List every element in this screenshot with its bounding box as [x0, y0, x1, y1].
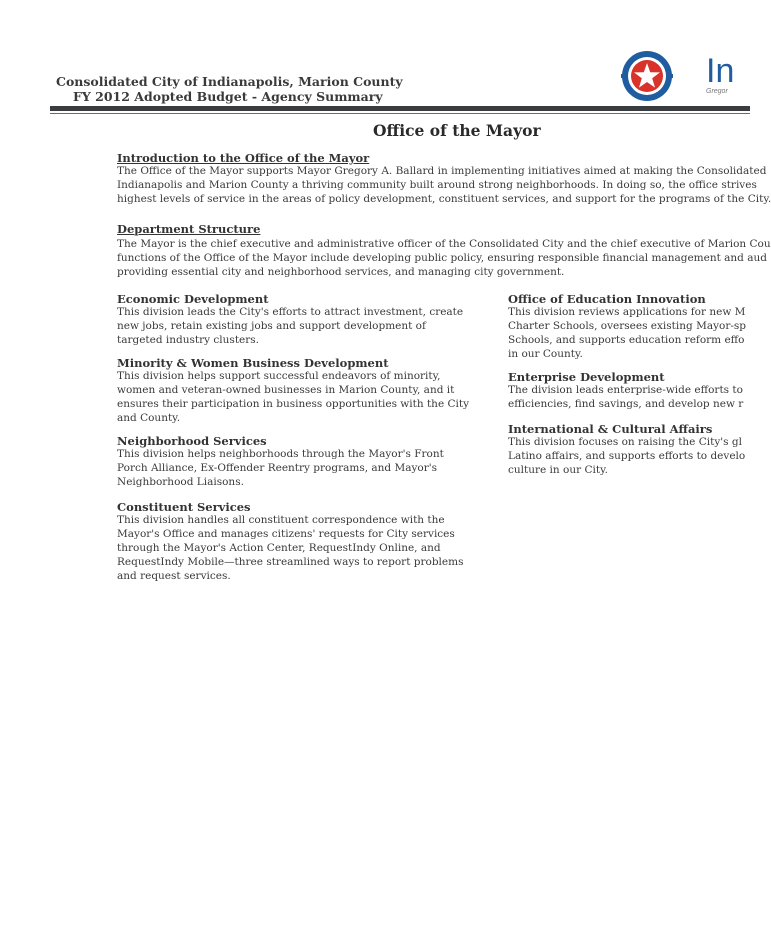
structure-line: The Mayor is the chief executive and administrative officer of the Consolidated City and the chief executive of Marion Cou: [117, 238, 771, 250]
economic-development-heading: Economic Development: [117, 292, 269, 306]
page-title: Office of the Mayor: [373, 121, 541, 140]
education-innovation-heading: Office of Education Innovation: [508, 292, 706, 306]
international-cultural-affairs-line: This division focuses on raising the City's gl: [508, 436, 742, 448]
education-innovation-line: in our County.: [508, 348, 583, 360]
constituent-services-heading: Constituent Services: [117, 500, 251, 514]
enterprise-development-line: efficiencies, find savings, and develop new r: [508, 398, 744, 410]
intro-line: highest levels of service in the areas of policy development, constituent services, and support for the programs of the City.: [117, 193, 771, 205]
enterprise-development-heading: Enterprise Development: [508, 370, 665, 384]
intro-line: The Office of the Mayor supports Mayor Gregory A. Ballard in implementing initiatives aimed at making the Consolidated: [117, 165, 767, 177]
structure-heading: Department Structure: [117, 222, 261, 236]
header-agency-name: Consolidated City of Indianapolis, Marion County: [56, 74, 403, 89]
minority-women-business-line: ensures their participation in business opportunities with the City: [117, 398, 470, 410]
constituent-services-line: through the Mayor's Action Center, RequestIndy Online, and: [117, 542, 441, 554]
constituent-services-line: RequestIndy Mobile—three streamlined ways to report problems: [117, 556, 464, 568]
header-report-title: FY 2012 Adopted Budget - Agency Summary: [73, 89, 383, 104]
intro-line: Indianapolis and Marion County a thriving community built around strong neighborhoods. In doing so, the office strives: [117, 179, 757, 191]
intro-heading: Introduction to the Office of the Mayor: [117, 151, 370, 165]
structure-line: providing essential city and neighborhood services, and managing city government.: [117, 266, 565, 278]
constituent-services-line: This division handles all constituent correspondence with the: [117, 514, 445, 526]
neighborhood-services-line: This division helps neighborhoods through the Mayor's Front: [117, 448, 444, 460]
neighborhood-services-line: Neighborhood Liaisons.: [117, 476, 244, 488]
economic-development-line: targeted industry clusters.: [117, 334, 259, 346]
constituent-services-line: Mayor's Office and manages citizens' requests for City services: [117, 528, 455, 540]
economic-development-line: new jobs, retain existing jobs and support development of: [117, 320, 426, 332]
neighborhood-services-line: Porch Alliance, Ex-Offender Reentry programs, and Mayor's: [117, 462, 438, 474]
structure-line: functions of the Office of the Mayor include developing public policy, ensuring responsible financial management and aud: [117, 252, 767, 264]
economic-development-line: This division leads the City's efforts to attract investment, create: [117, 306, 464, 318]
logo-wordmark: In: [706, 52, 735, 90]
international-cultural-affairs-line: culture in our City.: [508, 464, 608, 476]
education-innovation-line: This division reviews applications for new M: [508, 306, 746, 318]
enterprise-development-line: The division leads enterprise-wide efforts to: [508, 384, 743, 396]
education-innovation-line: Schools, and supports education reform effo: [508, 334, 745, 346]
minority-women-business-line: and County.: [117, 412, 181, 424]
minority-women-business-line: This division helps support successful endeavors of minority,: [117, 370, 441, 382]
international-cultural-affairs-line: Latino affairs, and supports efforts to develo: [508, 450, 746, 462]
minority-women-business-line: women and veteran-owned businesses in Marion County, and it: [117, 384, 455, 396]
header-divider: [50, 106, 750, 111]
neighborhood-services-heading: Neighborhood Services: [117, 434, 267, 448]
education-innovation-line: Charter Schools, oversees existing Mayor-sp: [508, 320, 747, 332]
logo-subtext: Gregor: [706, 88, 728, 95]
indianapolis-star-logo-icon: [621, 50, 673, 102]
minority-women-business-heading: Minority & Women Business Development: [117, 356, 389, 370]
constituent-services-line: and request services.: [117, 570, 231, 582]
international-cultural-affairs-heading: International & Cultural Affairs: [508, 422, 713, 436]
header-divider-thin: [50, 113, 750, 114]
